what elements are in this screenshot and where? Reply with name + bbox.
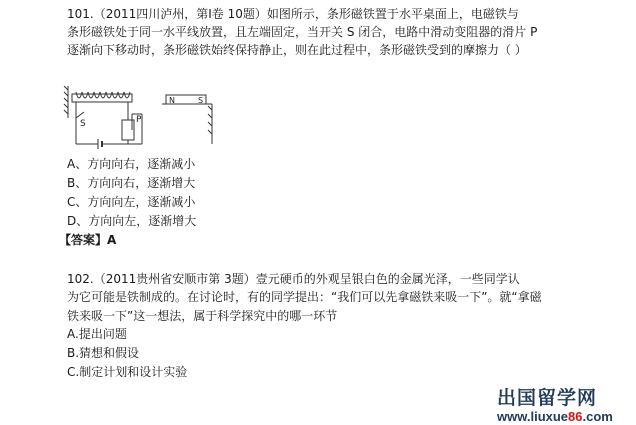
magnet-pole-s: S (198, 96, 204, 105)
magnet-pole-n: N (169, 96, 175, 105)
q101-option-b: B、方向向右，逐渐增大 (67, 176, 196, 190)
slider-label: P (136, 115, 142, 125)
q101-line-1: 101.（2011四川泸州，第Ⅰ卷 10题）如图所示，条形磁铁置于水平桌面上，电磁铁与 (67, 7, 519, 21)
q101-line-3: 逐渐向下移动时，条形磁铁始终保持静止，则在此过程中，条形磁铁受到的摩擦力（ ） (67, 43, 527, 57)
site-watermark (497, 383, 613, 424)
watermark-url: www.liuxue86.com (497, 409, 613, 424)
watermark-site-name: 出国留学网 (497, 387, 598, 409)
q101-option-c: C、方向向左，逐渐减小 (67, 195, 196, 209)
q102-option-c: C.制定计划和设计实验 (67, 365, 188, 379)
q101-option-d: D、方向向左，逐渐增大 (67, 214, 197, 228)
circuit-figure (62, 84, 242, 152)
switch-label: S (80, 119, 86, 129)
q101-answer: 【答案】A (59, 233, 117, 247)
q102-line-3: 铁来吸一下”这一想法，属于科学探究中的哪一环节 (67, 309, 338, 323)
q102-option-a: A.提出问题 (67, 327, 127, 341)
q102-option-b: B.猜想和假设 (67, 346, 140, 360)
q102-line-2: 为它可能是铁制成的。在讨论时，有的同学提出：“我们可以先拿磁铁来吸一下”。就“拿磁 (67, 290, 542, 304)
q101-line-2: 条形磁铁处于同一水平线放置，且左端固定，当开关 S 闭合，电路中滑动变阻器的滑片 P (67, 25, 538, 39)
q101-option-a: A、方向向右，逐渐减小 (67, 157, 196, 171)
q102-line-1: 102.（2011贵州省安顺市第 3题）壹元硬币的外观呈银白色的金属光泽，一些同学认 (67, 272, 520, 286)
